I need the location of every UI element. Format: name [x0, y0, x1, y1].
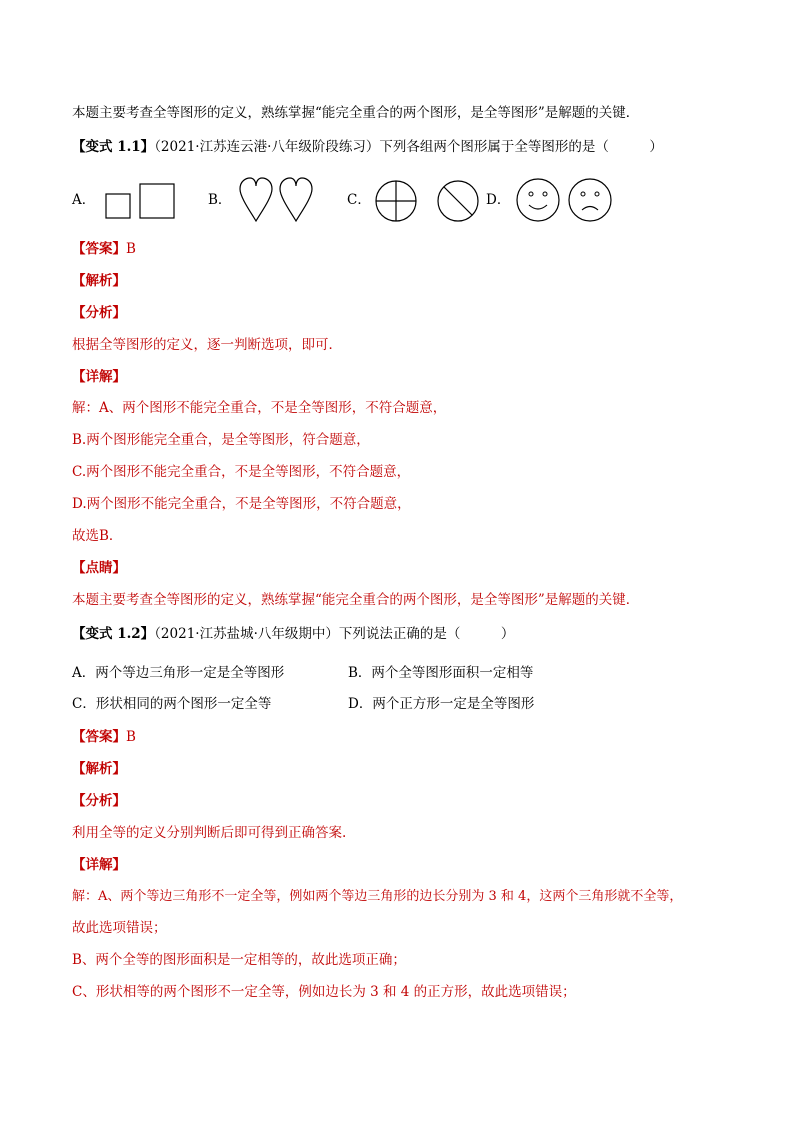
- option-c: C．形状相同的两个图形一定全等: [72, 696, 272, 712]
- circle-cross-shape: [376, 181, 416, 221]
- fenxi-text: 利用全等的定义分别判断后即可得到正确答案.: [72, 825, 347, 841]
- detail-line: 解：A、两个等边三角形不一定全等，例如两个等边三角形的边长分别为 3 和 4，这两个三角形就不全等，: [72, 889, 683, 904]
- option-c-figure: [374, 179, 484, 223]
- option-b: B．两个全等图形面积一定相等: [348, 665, 534, 681]
- answer-value: B: [126, 241, 136, 257]
- heart-right-shape: [280, 178, 312, 221]
- small-square-shape: [106, 194, 130, 218]
- option-a: A．两个等边三角形一定是全等图形: [72, 665, 285, 681]
- detail-line: 故此选项错误；: [72, 920, 167, 936]
- detail-tag: 【详解】: [72, 857, 126, 873]
- option-b-label: B．: [208, 192, 232, 208]
- option-d: D．两个正方形一定是全等图形: [348, 696, 535, 712]
- analysis-tag: 【解析】: [72, 761, 126, 777]
- option-c-label: C．: [347, 192, 371, 208]
- large-square-shape: [140, 184, 174, 218]
- variant-tag: 【变式 1.2】: [72, 626, 155, 642]
- detail-line: B.两个图形能完全重合，是全等图形，符合题意，: [72, 432, 370, 448]
- detail-line: B、两个全等的图形面积是一定相等的，故此选项正确；: [72, 952, 406, 968]
- detail-line: 故选B．: [72, 528, 123, 544]
- option-d-label: D．: [486, 192, 511, 208]
- detail-line: C.两个图形不能完全重合，不是全等图形，不符合题意，: [72, 464, 411, 480]
- fenxi-text: 根据全等图形的定义，逐一判断选项，即可．: [72, 337, 342, 353]
- question-text: （2021·江苏连云港·八年级阶段练习）下列各组两个图形属于全等图形的是（ ）: [154, 139, 663, 155]
- detail-line: 解：A、两个图形不能完全重合，不是全等图形，不符合题意，: [72, 400, 447, 416]
- fenxi-tag: 【分析】: [72, 305, 126, 321]
- answer-value: B: [126, 729, 136, 745]
- option-a-label: A．: [72, 192, 96, 208]
- detail-line: C、形状相等的两个图形不一定全等，例如边长为 3 和 4 的正方形，故此选项错误；: [72, 984, 576, 1000]
- answer-tag: 【答案】: [72, 241, 126, 257]
- answer-row-1: [72, 239, 136, 259]
- answer-row-2: [72, 727, 136, 747]
- option-a-figure: [104, 182, 180, 222]
- question-1-header: [72, 137, 663, 157]
- option-b-figure: [238, 177, 318, 225]
- analysis-tag: 【解析】: [72, 273, 126, 289]
- heart-left-shape: [240, 178, 272, 221]
- circle-diagonal-shape: [438, 181, 478, 221]
- fenxi-tag: 【分析】: [72, 793, 126, 809]
- summary-line: 本题主要考查全等图形的定义，熟练掌握“能完全重合的两个图形，是全等图形”是解题的关键．: [72, 105, 640, 121]
- dianjing-text: 本题主要考查全等图形的定义，熟练掌握“能完全重合的两个图形，是全等图形”是解题的关键．: [72, 592, 640, 608]
- question-2-header: [72, 624, 514, 644]
- frown-face-icon: [569, 179, 611, 221]
- question-text: （2021·江苏盐城·八年级期中）下列说法正确的是（ ）: [154, 626, 515, 642]
- option-d-figure: [515, 178, 615, 224]
- variant-tag: 【变式 1.1】: [72, 139, 155, 155]
- smiley-face-icon: [517, 179, 559, 221]
- dianjing-tag: 【点睛】: [72, 560, 126, 576]
- detail-line: D.两个图形不能完全重合，不是全等图形，不符合题意，: [72, 496, 411, 512]
- detail-tag: 【详解】: [72, 369, 126, 385]
- answer-tag: 【答案】: [72, 729, 126, 745]
